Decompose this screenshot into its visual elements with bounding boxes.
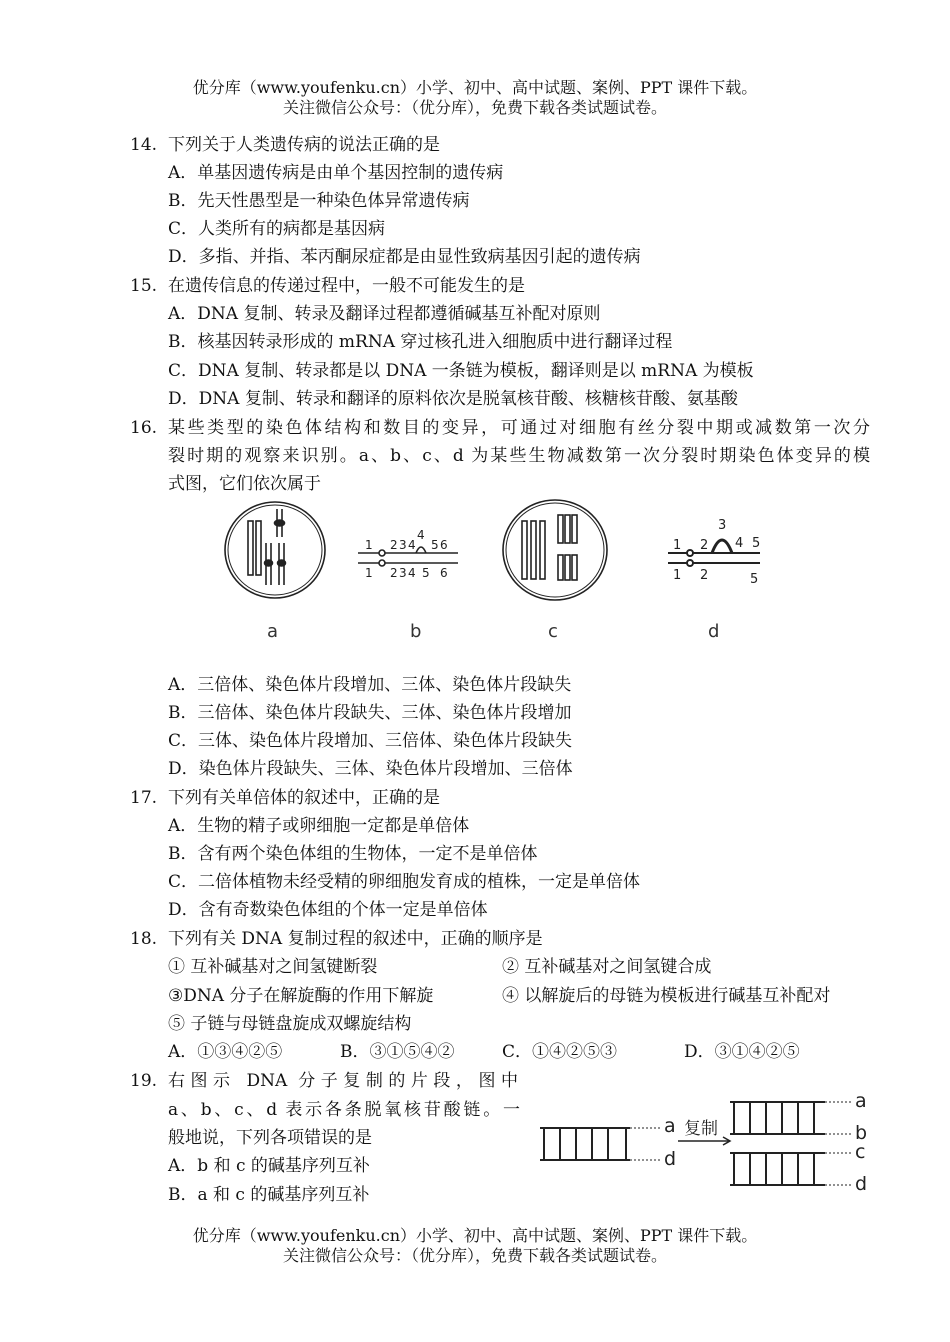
d-bottom-2: 2	[700, 568, 709, 583]
b-top-4: 4	[408, 538, 416, 552]
question-number: 14.	[130, 135, 158, 155]
step-2: ② 互补碱基对之间氢键合成	[502, 957, 712, 977]
b-bottom-5: 5	[422, 566, 430, 580]
figure-label-d: d	[708, 621, 720, 642]
step-5: ⑤ 子链与母链盘旋成双螺旋结构	[168, 1014, 412, 1034]
right-label-d: d	[855, 1173, 868, 1195]
figure-label-b: b	[410, 621, 422, 642]
chromosome-variation-figure	[200, 495, 760, 650]
option-a: A．单基因遗传病是由单个基因控制的遗传病	[168, 163, 504, 183]
question-stem: 下列关于人类遗传病的说法正确的是	[168, 135, 440, 155]
option-c: C．人类所有的病都是基因病	[168, 219, 386, 239]
d-top-5: 5	[752, 536, 760, 551]
b-bottom-4: 4	[408, 566, 416, 580]
figure-a-cell	[225, 502, 325, 598]
question-stem-line-3: 式图，它们依次属于	[168, 474, 321, 494]
option-d: D．多指、并指、苯丙酮尿症都是由显性致病基因引起的遗传病	[168, 247, 641, 267]
option-b: B．a 和 c 的碱基序列互补	[168, 1185, 370, 1205]
b-bottom-3: 3	[399, 566, 407, 580]
footer-line-1: 优分库（www.youfenku.cn）小学、初中、高中试题、案例、PPT 课件下载。	[192, 1226, 758, 1245]
option-a: A．生物的精子或卵细胞一定都是单倍体	[168, 816, 470, 836]
option-d: D．DNA 复制、转录和翻译的原料依次是脱氧核苷酸、核糖核苷酸、氨基酸	[168, 389, 738, 409]
right-label-c: c	[855, 1141, 866, 1163]
option-a: A．DNA 复制、转录及翻译过程都遵循碱基互补配对原则	[168, 304, 601, 324]
b-bottom-6: 6	[440, 566, 448, 580]
d-bottom-5: 5	[750, 572, 759, 587]
b-top-5: 5	[431, 538, 439, 552]
question-number: 15.	[130, 276, 158, 296]
option-a: A．①③④②⑤	[168, 1042, 283, 1062]
b-top-4-dup: 4	[417, 528, 425, 542]
figure-c-cell	[503, 500, 607, 600]
figure-label-a: a	[267, 621, 279, 642]
d-top-3: 3	[718, 518, 727, 533]
question-stem-line-1: 某些类型的染色体结构和数目的变异，可通过对细胞有丝分裂中期或减数第一次分	[168, 418, 870, 438]
footer-line-2: 关注微信公众号：（优分库），免费下载各类试题试卷。	[282, 1246, 667, 1265]
question-stem-line-1: 右图示 DNA 分子复制的片段，图中	[168, 1071, 518, 1091]
b-top-3: 3	[399, 538, 407, 552]
question-stem-line-2: a、b、c、d 表示各条脱氧核苷酸链。一	[168, 1100, 520, 1120]
step-4: ④ 以解旋后的母链为模板进行碱基互补配对	[502, 986, 831, 1006]
option-b: B．③①⑤④②	[340, 1042, 455, 1062]
question-stem: 在遗传信息的传递过程中，一般不可能发生的是	[168, 276, 525, 296]
option-c: C．DNA 复制、转录都是以 DNA 一条链为模板，翻译则是以 mRNA 为模板	[168, 361, 754, 381]
d-top-2: 2	[700, 538, 709, 553]
d-top-1: 1	[673, 538, 682, 553]
option-d: D．染色体片段缺失、三体、染色体片段增加、三倍体	[168, 759, 573, 779]
figure-d-chromosomes	[668, 540, 760, 566]
option-b: B．核基因转录形成的 mRNA 穿过核孔进入细胞质中进行翻译过程	[168, 332, 673, 352]
option-c: C．二倍体植物未经受精的卵细胞发育成的植株，一定是单倍体	[168, 872, 641, 892]
option-d: D．含有奇数染色体组的个体一定是单倍体	[168, 900, 488, 920]
step-1: ① 互补碱基对之间氢键断裂	[168, 957, 378, 977]
question-number: 18.	[130, 929, 158, 949]
option-a: A．b 和 c 的碱基序列互补	[168, 1156, 370, 1176]
option-c: C．三体、染色体片段增加、三倍体、染色体片段缺失	[168, 731, 573, 751]
b-bottom-1: 1	[365, 566, 373, 580]
question-number: 17.	[130, 788, 158, 808]
header-line-2: 关注微信公众号：（优分库），免费下载各类试题试卷。	[282, 98, 667, 117]
left-label-a: a	[664, 1115, 676, 1137]
option-b: B．三倍体、染色体片段缺失、三体、染色体片段增加	[168, 703, 572, 723]
header-line-1: 优分库（www.youfenku.cn）小学、初中、高中试题、案例、PPT 课件下载。	[192, 78, 758, 97]
question-stem: 下列有关 DNA 复制过程的叙述中，正确的顺序是	[168, 929, 543, 949]
right-label-b: b	[855, 1122, 868, 1144]
right-label-a: a	[855, 1090, 867, 1112]
question-stem-line-2: 裂时期的观察来识别。a、b、c、d 为某些生物减数第一次分裂时期染色体变异的模	[168, 446, 870, 466]
figure-label-c: c	[548, 621, 558, 642]
question-stem-line-3: 般地说，下列各项错误的是	[168, 1128, 372, 1148]
option-d: D．③①④②⑤	[684, 1042, 800, 1062]
replication-label: 复制	[684, 1119, 718, 1139]
option-b: B．先天性愚型是一种染色体异常遗传病	[168, 191, 470, 211]
step-3: ③DNA 分子在解旋酶的作用下解旋	[168, 986, 434, 1006]
b-top-2: 2	[390, 538, 398, 552]
question-number: 16.	[130, 418, 158, 438]
question-stem: 下列有关单倍体的叙述中，正确的是	[168, 788, 440, 808]
b-bottom-2: 2	[390, 566, 398, 580]
option-c: C．①④②⑤③	[502, 1042, 618, 1062]
option-a: A．三倍体、染色体片段增加、三体、染色体片段缺失	[168, 675, 572, 695]
b-top-1: 1	[365, 538, 373, 552]
d-top-4: 4	[735, 536, 744, 551]
option-b: B．含有两个染色体组的生物体，一定不是单倍体	[168, 844, 538, 864]
dna-replication-figure	[530, 1085, 880, 1200]
question-number: 19.	[130, 1071, 158, 1091]
left-label-d: d	[664, 1148, 677, 1170]
d-bottom-1: 1	[673, 568, 682, 583]
b-top-6: 6	[440, 538, 448, 552]
